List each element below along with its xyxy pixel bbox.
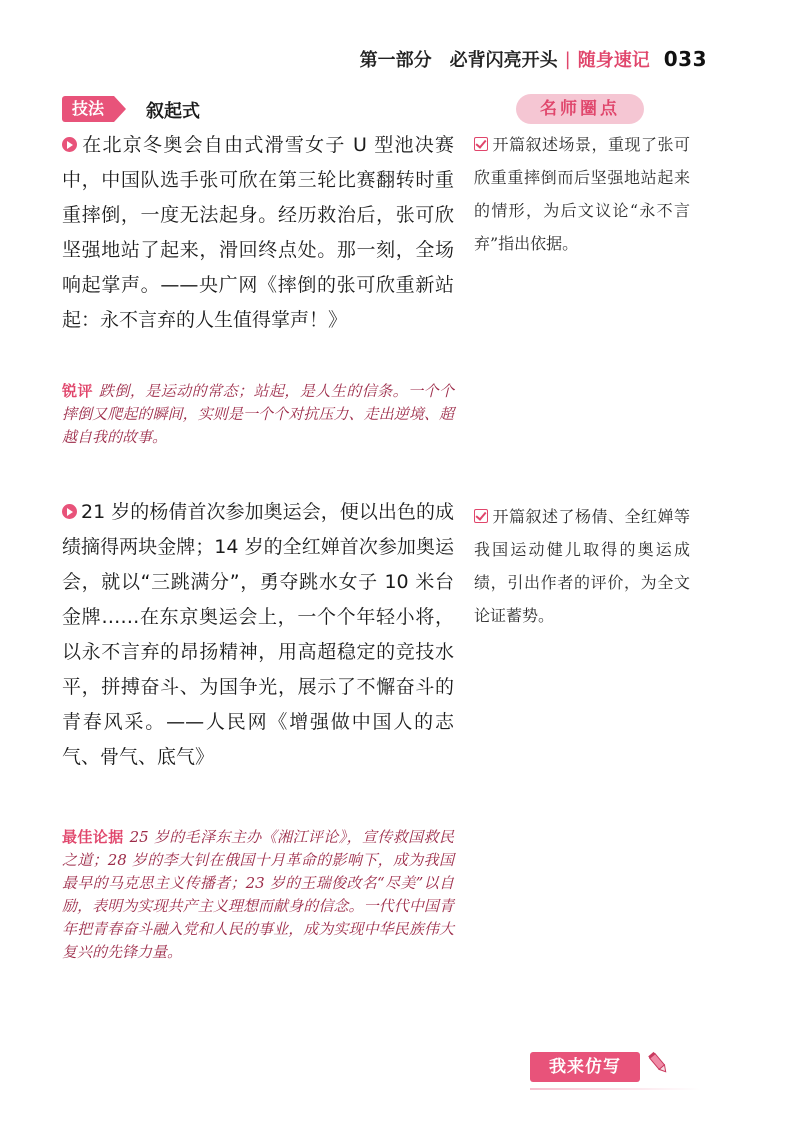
play-bullet-icon (62, 504, 77, 519)
header-subtitle: 随身速记 (577, 50, 650, 71)
excerpt-1-text: 在北京冬奥会自由式滑雪女子 U 型池决赛中，中国队选手张可欣在第三轮比赛翻转时重重摔倒，一度无法起身。经历救治后，张可欣坚强地站了起来，滑回终点处。那一刻，全场响起掌声。——央广网《摔倒的张可欣重新站起：永不言弃的人生值得掌声！》 (62, 134, 454, 331)
excerpt-2-text: 21 岁的杨倩首次参加奥运会，便以出色的成绩摘得两块金牌；14 岁的全红婵首次参加奥运会，就以“三跳满分”，勇夺跳水女子 10 米台金牌……在东京奥运会上，一个个年轻小将，以永不言弃的昂扬精神，用高超稳定的竞技水平，拼搏奋斗、为国争光，展示了不懈奋斗的青春风采。——人民网《增强做中国人的志气、骨气、底气》 (62, 501, 454, 768)
excerpt-2 (62, 495, 454, 775)
pencil-icon (646, 1050, 672, 1076)
side-note-1 (474, 128, 690, 260)
teacher-notes-badge: 名师圈点 (516, 94, 644, 124)
technique-title: 叙起式 (146, 101, 200, 122)
excerpt-2-comment (62, 826, 454, 964)
side-note-2-text: 开篇叙述了杨倩、全红婵等我国运动健儿取得的奥运成绩，引出作者的评价，为全文论证蓄势。 (474, 507, 690, 625)
comment-text: 跌倒，是运动的常态；站起，是人生的信条。一个个摔倒又爬起的瞬间，实则是一个个对抗压力、走出逆境、超越自我的故事。 (62, 382, 454, 446)
header-separator: | (564, 48, 571, 70)
check-icon (474, 137, 488, 151)
comment-label: 锐评 (62, 382, 93, 400)
side-note-1-text: 开篇叙述场景，重现了张可欣重重摔倒而后坚强地站起来的情形，为后文议论“永不言弃”指出依据。 (474, 135, 690, 253)
page-number: 033 (663, 47, 707, 71)
play-bullet-icon (62, 137, 77, 152)
best-evidence-text: 25 岁的毛泽东主办《湘江评论》，宣传救国救民之道；28 岁的李大钊在俄国十月革命的影响下，成为我国最早的马克思主义传播者；23 岁的王瑞俊改名“尽美”以自励，表明为实现共产主义理想而献身的信念。一代代中国青年把青春奋斗融入党和人民的事业，成为实现中华民族伟大复兴的先锋力量。 (62, 828, 454, 961)
excerpt-1 (62, 128, 454, 338)
section-title: 第一部分 必背闪亮开头 (359, 50, 558, 71)
imitate-writing-button[interactable]: 我来仿写 (530, 1052, 640, 1082)
technique-tag: 技法 (62, 96, 114, 122)
side-note-2 (474, 500, 690, 632)
best-evidence-label: 最佳论据 (62, 828, 124, 846)
excerpt-1-comment (62, 380, 454, 449)
check-icon (474, 509, 488, 523)
running-header (360, 46, 707, 72)
